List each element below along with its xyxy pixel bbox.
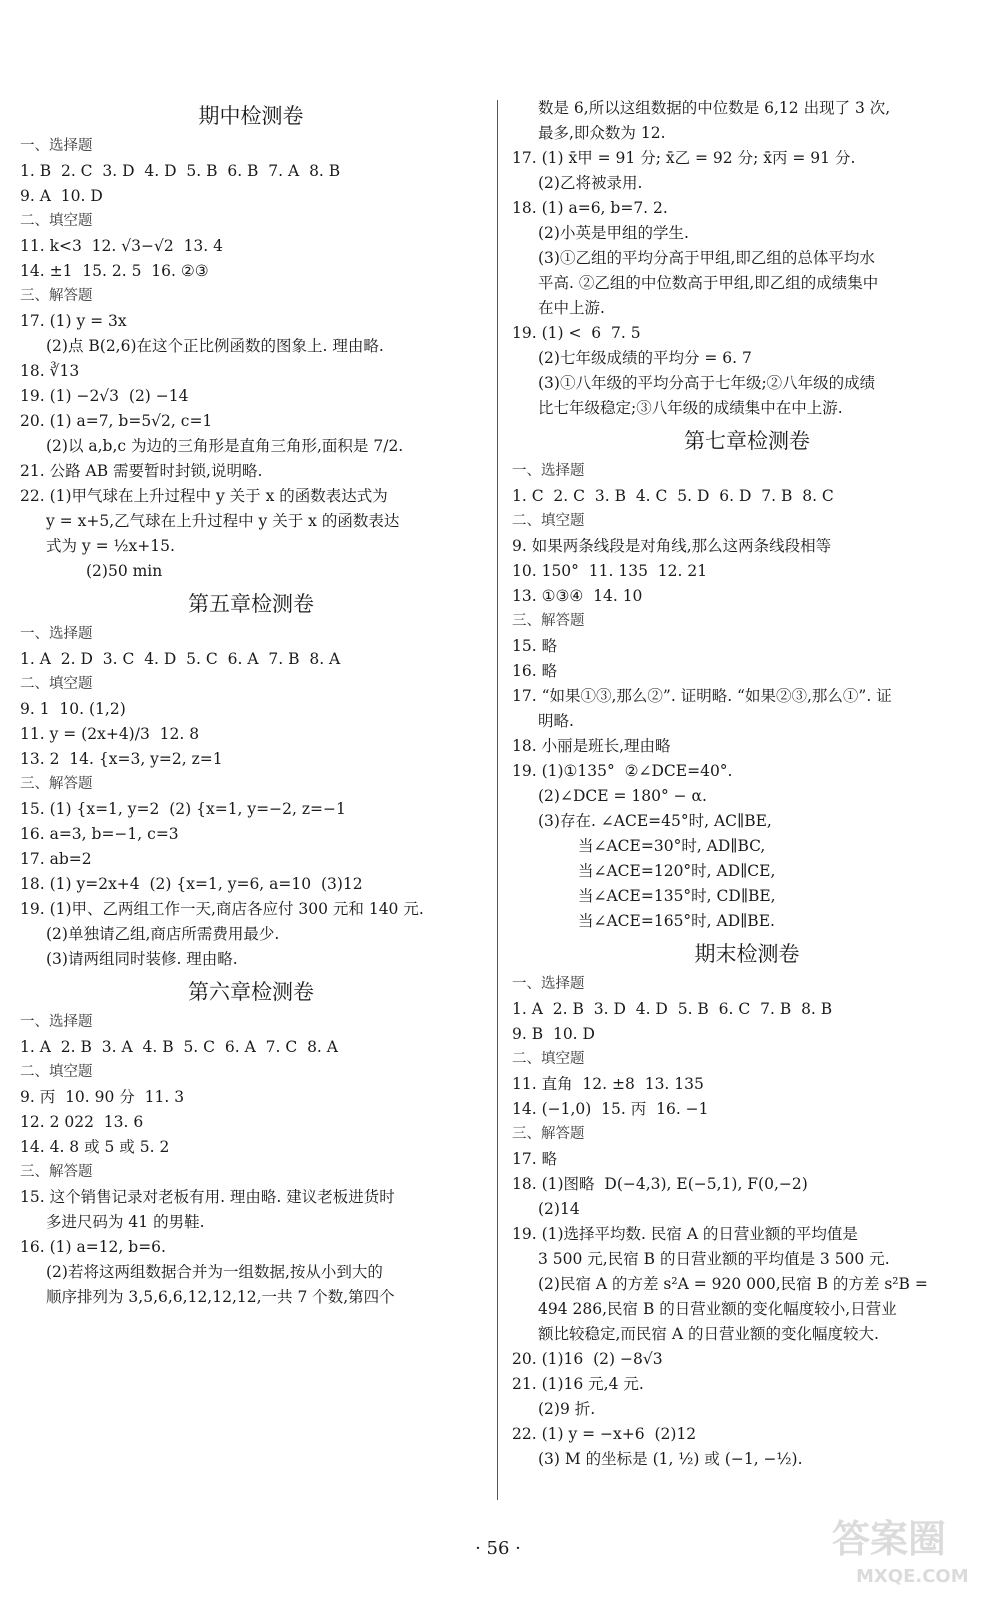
answer-line: 明略. xyxy=(538,712,574,730)
subsection-heading: 一、选择题 xyxy=(20,1014,93,1030)
subsection-heading: 二、填空题 xyxy=(20,213,93,229)
answer-line: (2)民宿 A 的方差 s²A = 920 000,民宿 B 的方差 s²B = xyxy=(538,1275,928,1293)
right-column xyxy=(512,96,982,1472)
answer-line: 在中上游. xyxy=(538,299,605,317)
answer-line: 16. 略 xyxy=(512,662,558,680)
answer-line: (2)单独请乙组,商店所需费用最少. xyxy=(46,925,280,943)
answer-line: 平高. ②乙组的中位数高于甲组,即乙组的成绩集中 xyxy=(538,274,879,292)
answer-line: 当∠ACE=30°时, AD∥BC, xyxy=(578,837,766,855)
answer-line: (3) M 的坐标是 (1, ½) 或 (−1, −½). xyxy=(538,1450,803,1468)
answer-line: 9. 1 10. (1,2) xyxy=(20,700,126,718)
answer-line: 顺序排列为 3,5,6,6,12,12,12,一共 7 个数,第四个 xyxy=(46,1288,395,1306)
answer-line: 19. (1)选择平均数. 民宿 A 的日营业额的平均值是 xyxy=(512,1225,858,1243)
answer-line: 11. y = (2x+4)/3 12. 8 xyxy=(20,725,200,743)
answer-line: 21. 公路 AB 需要暂时封锁,说明略. xyxy=(20,462,263,480)
answer-line: 当∠ACE=135°时, CD∥BE, xyxy=(578,887,776,905)
answer-line: 比七年级稳定;③八年级的成绩集中在中上游. xyxy=(538,399,843,417)
section-title: 第七章检测卷 xyxy=(684,429,810,453)
answer-line: 1. C 2. C 3. B 4. C 5. D 6. D 7. B 8. C xyxy=(512,487,834,505)
subsection-heading: 三、解答题 xyxy=(20,776,93,792)
answer-line: 当∠ACE=120°时, AD∥CE, xyxy=(578,862,776,880)
answer-line: 14. (−1,0) 15. 丙 16. −1 xyxy=(512,1100,709,1118)
answer-line: 17. “如果①③,那么②”. 证明略. “如果②③,那么①”. 证 xyxy=(512,687,892,705)
svg-text:MXQE.COM: MXQE.COM xyxy=(856,1566,969,1587)
subsection-heading: 三、解答题 xyxy=(512,613,585,629)
answer-line: 13. ①③④ 14. 10 xyxy=(512,587,643,605)
left-column xyxy=(20,96,482,1310)
answer-line: 12. 2 022 13. 6 xyxy=(20,1113,144,1131)
answer-line: 13. 2 14. {x=3, y=2, z=1 xyxy=(20,750,223,768)
svg-text:答案圈: 答案圈 xyxy=(832,1517,947,1561)
answer-line: 19. (1) −2√3 (2) −14 xyxy=(20,387,189,405)
answer-line: 10. 150° 11. 135 12. 21 xyxy=(512,562,708,580)
answer-line: 1. A 2. B 3. A 4. B 5. C 6. A 7. C 8. A xyxy=(20,1038,338,1056)
answer-line: 17. 略 xyxy=(512,1150,558,1168)
answer-line: 数是 6,所以这组数据的中位数是 6,12 出现了 3 次, xyxy=(538,99,891,117)
section-title: 第五章检测卷 xyxy=(188,592,314,616)
section-title: 第六章检测卷 xyxy=(188,980,314,1004)
answer-line: 22. (1) y = −x+6 (2)12 xyxy=(512,1425,697,1443)
answer-line: (2)小英是甲组的学生. xyxy=(538,224,689,242)
answer-line: 15. 这个销售记录对老板有用. 理由略. 建议老板进货时 xyxy=(20,1188,395,1206)
answer-line: 11. k<3 12. √3−√2 13. 4 xyxy=(20,237,224,255)
subsection-heading: 二、填空题 xyxy=(512,513,585,529)
answer-line: 18. 小丽是班长,理由略 xyxy=(512,737,671,755)
column-divider xyxy=(497,100,498,1500)
answer-line: (2)50 min xyxy=(86,562,163,580)
answer-line: 1. A 2. D 3. C 4. D 5. C 6. A 7. B 8. A xyxy=(20,650,341,668)
answer-line: 14. ±1 15. 2. 5 16. ②③ xyxy=(20,262,209,280)
answer-line: 16. (1) a=12, b=6. xyxy=(20,1238,166,1256)
answer-line: 15. 略 xyxy=(512,637,558,655)
answer-line: (2)若将这两组数据合并为一组数据,按从小到大的 xyxy=(46,1263,383,1281)
answer-line: (2)14 xyxy=(538,1200,580,1218)
answer-line: (2)9 折. xyxy=(538,1400,596,1418)
answer-line: 多进尺码为 41 的男鞋. xyxy=(46,1213,205,1231)
subsection-heading: 一、选择题 xyxy=(512,976,585,992)
answer-line: 18. ∛13 xyxy=(20,362,80,380)
answer-line: 11. 直角 12. ±8 13. 135 xyxy=(512,1075,704,1093)
answer-line: 最多,即众数为 12. xyxy=(538,124,666,142)
answer-line: 9. A 10. D xyxy=(20,187,103,205)
answer-line: (2)七年级成绩的平均分 = 6. 7 xyxy=(538,349,752,367)
answer-line: 9. B 10. D xyxy=(512,1025,595,1043)
answer-line: 494 286,民宿 B 的日营业额的变化幅度较小,日营业 xyxy=(538,1300,897,1318)
section-title: 期中检测卷 xyxy=(198,104,304,128)
answer-line: 22. (1)甲气球在上升过程中 y 关于 x 的函数表达式为 xyxy=(20,487,388,505)
answer-line: y = x+5,乙气球在上升过程中 y 关于 x 的函数表达 xyxy=(46,512,400,530)
page-number: · 56 · xyxy=(475,1538,521,1559)
answer-line: 17. (1) y = 3x xyxy=(20,312,127,330)
answer-line: 1. B 2. C 3. D 4. D 5. B 6. B 7. A 8. B xyxy=(20,162,341,180)
answer-line: (2)点 B(2,6)在这个正比例函数的图象上. 理由略. xyxy=(46,337,384,355)
answer-line: 9. 丙 10. 90 分 11. 3 xyxy=(20,1088,185,1106)
answer-line: 20. (1)16 (2) −8√3 xyxy=(512,1350,663,1368)
subsection-heading: 一、选择题 xyxy=(20,626,93,642)
answer-line: 18. (1) y=2x+4 (2) {x=1, y=6, a=10 (3)12 xyxy=(20,875,363,893)
answer-line: 19. (1) < 6 7. 5 xyxy=(512,324,641,342)
subsection-heading: 一、选择题 xyxy=(20,138,93,154)
answer-line: 额比较稳定,而民宿 A 的日营业额的变化幅度较大. xyxy=(538,1325,879,1343)
answer-line: (3)存在. ∠ACE=45°时, AC∥BE, xyxy=(538,812,772,830)
answer-line: (2)以 a,b,c 为边的三角形是直角三角形,面积是 7/2. xyxy=(46,437,404,455)
answer-line: (3)①乙组的平均分高于甲组,即乙组的总体平均水 xyxy=(538,249,875,267)
answer-line: 9. 如果两条线段是对角线,那么这两条线段相等 xyxy=(512,537,832,555)
answer-line: 20. (1) a=7, b=5√2, c=1 xyxy=(20,412,213,430)
answer-line: 1. A 2. B 3. D 4. D 5. B 6. C 7. B 8. B xyxy=(512,1000,833,1018)
answer-line: 14. 4. 8 或 5 或 5. 2 xyxy=(20,1138,170,1156)
subsection-heading: 三、解答题 xyxy=(512,1126,585,1142)
answer-line: 式为 y = ½x+15. xyxy=(46,537,175,555)
answer-line: 15. (1) {x=1, y=2 (2) {x=1, y=−2, z=−1 xyxy=(20,800,346,818)
watermark-logo xyxy=(826,1500,986,1590)
answer-line: (2)乙将被录用. xyxy=(538,174,643,192)
answer-line: 18. (1) a=6, b=7. 2. xyxy=(512,199,668,217)
answer-line: (3)①八年级的平均分高于七年级;②八年级的成绩 xyxy=(538,374,876,392)
answer-line: (3)请两组同时装修. 理由略. xyxy=(46,950,238,968)
subsection-heading: 三、解答题 xyxy=(20,1164,93,1180)
answer-line: 3 500 元,民宿 B 的日营业额的平均值是 3 500 元. xyxy=(538,1250,890,1268)
answer-line: (2)∠DCE = 180° − α. xyxy=(538,787,707,805)
section-title: 期末检测卷 xyxy=(694,942,800,966)
answer-line: 17. (1) x̄甲 = 91 分; x̄乙 = 92 分; x̄丙 = 91 分. xyxy=(512,149,856,167)
answer-line: 19. (1)①135° ②∠DCE=40°. xyxy=(512,762,733,780)
answer-line: 19. (1)甲、乙两组工作一天,商店各应付 300 元和 140 元. xyxy=(20,900,424,918)
answer-line: 21. (1)16 元,4 元. xyxy=(512,1375,644,1393)
answer-line: 17. ab=2 xyxy=(20,850,92,868)
answer-line: 18. (1)图略 D(−4,3), E(−5,1), F(0,−2) xyxy=(512,1175,808,1193)
subsection-heading: 一、选择题 xyxy=(512,463,585,479)
answer-line: 当∠ACE=165°时, AD∥BE. xyxy=(578,912,775,930)
subsection-heading: 二、填空题 xyxy=(512,1051,585,1067)
subsection-heading: 二、填空题 xyxy=(20,1064,93,1080)
subsection-heading: 三、解答题 xyxy=(20,288,93,304)
subsection-heading: 二、填空题 xyxy=(20,676,93,692)
answer-line: 16. a=3, b=−1, c=3 xyxy=(20,825,179,843)
